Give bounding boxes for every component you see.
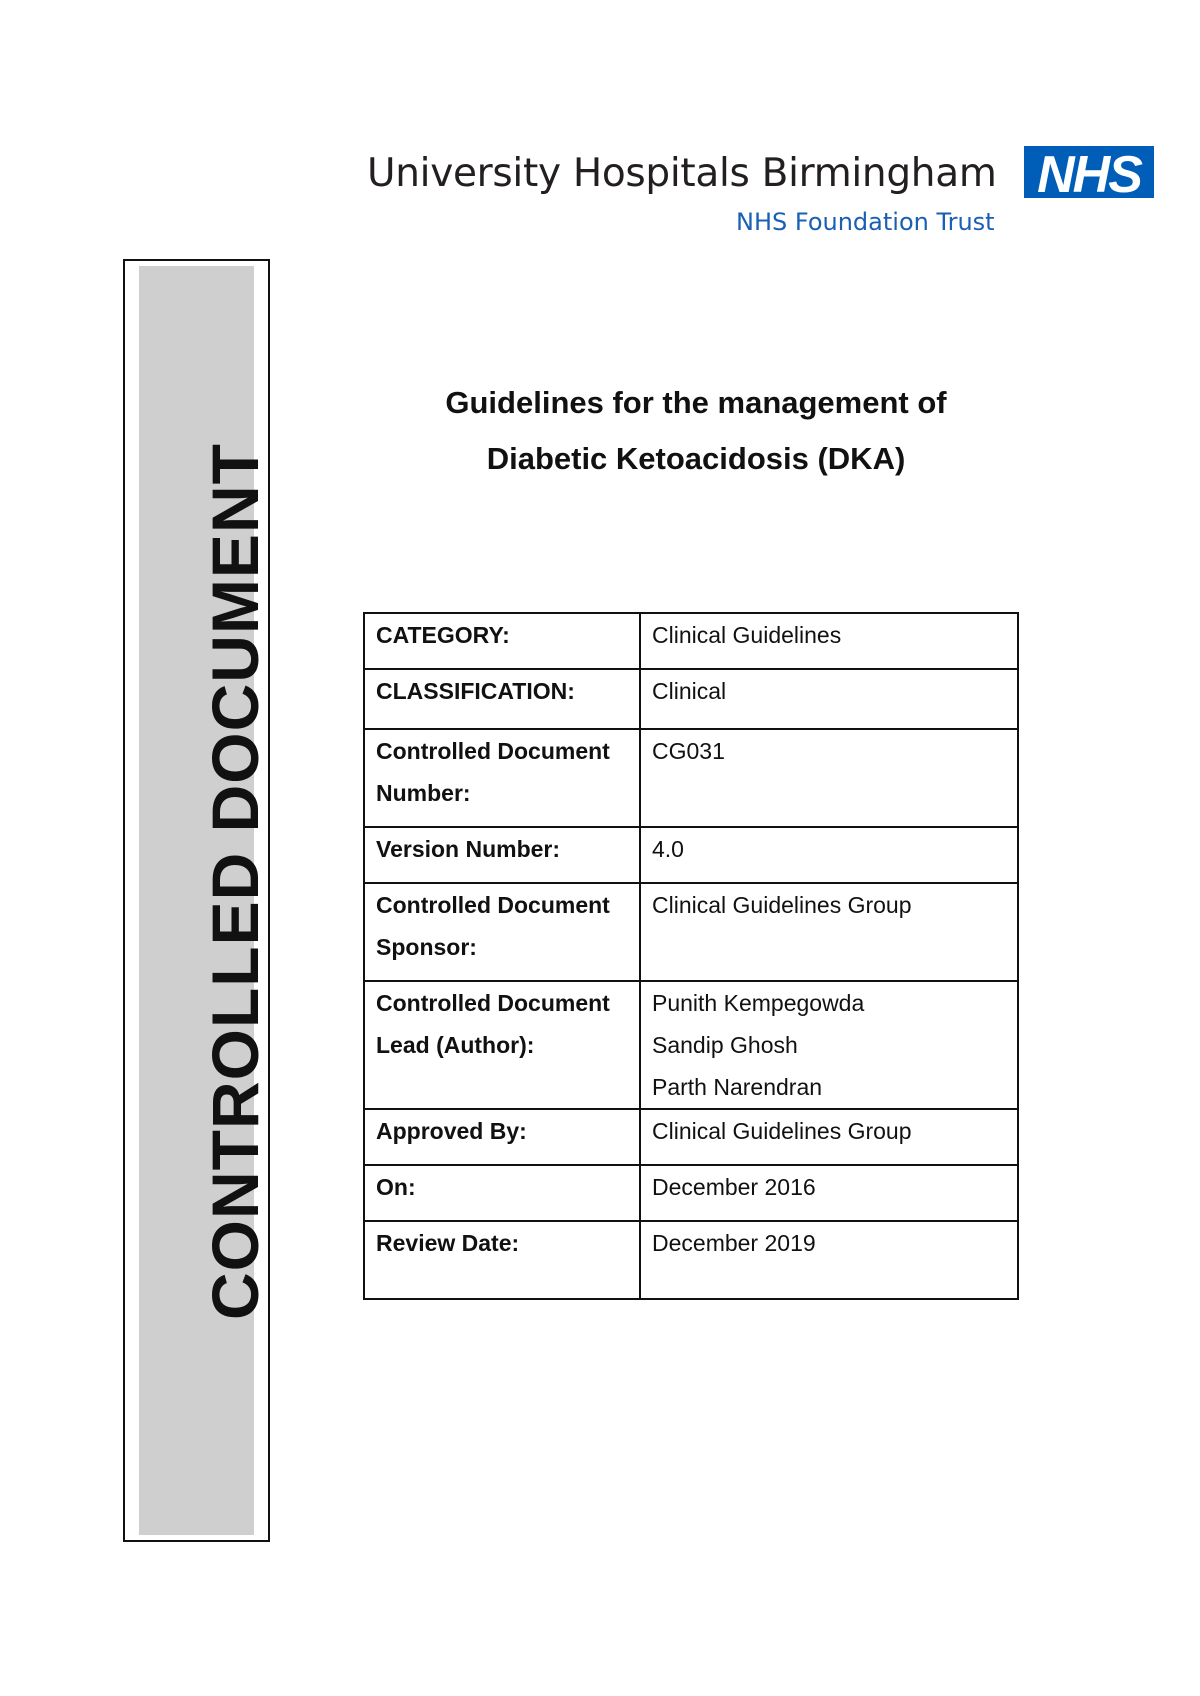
lead-author-label-line-1: Controlled Document (376, 990, 610, 1016)
controlled-document-label: CONTROLLED DOCUMENT (198, 443, 272, 1320)
document-number-label-line-2: Number: (376, 780, 471, 806)
table-row (364, 1221, 1018, 1299)
version-value: 4.0 (640, 827, 1018, 883)
classification-label: CLASSIFICATION: (364, 669, 640, 729)
document-number-label (364, 729, 640, 827)
table-row (364, 981, 1018, 1109)
document-title-line-2: Diabetic Ketoacidosis (DKA) (486, 441, 906, 476)
approved-by-label: Approved By: (364, 1109, 640, 1165)
trust-name: NHS Foundation Trust (736, 208, 995, 236)
sponsor-value: Clinical Guidelines Group (640, 883, 1018, 981)
review-date-value: December 2019 (640, 1221, 1018, 1299)
document-number-value: CG031 (640, 729, 1018, 827)
document-number-label-line-1: Controlled Document (376, 738, 610, 764)
category-label: CATEGORY: (364, 613, 640, 669)
category-value: Clinical Guidelines (640, 613, 1018, 669)
lead-author-label (364, 981, 640, 1109)
author-name: Sandip Ghosh (652, 1032, 798, 1058)
table-row (364, 827, 1018, 883)
review-date-label: Review Date: (364, 1221, 640, 1299)
table-row (364, 613, 1018, 669)
table-row (364, 883, 1018, 981)
approved-by-value: Clinical Guidelines Group (640, 1109, 1018, 1165)
table-row (364, 1165, 1018, 1221)
sponsor-label-line-2: Sponsor: (376, 934, 477, 960)
sponsor-label-line-1: Controlled Document (376, 892, 610, 918)
document-metadata-table (363, 612, 1019, 1300)
author-name: Parth Narendran (652, 1074, 823, 1100)
table-row (364, 669, 1018, 729)
table-row (364, 729, 1018, 827)
organisation-name: University Hospitals Birmingham (367, 151, 997, 196)
approved-on-value: December 2016 (640, 1165, 1018, 1221)
classification-value: Clinical (640, 669, 1018, 729)
sponsor-label (364, 883, 640, 981)
author-name: Punith Kempegowda (652, 990, 865, 1016)
table-row (364, 1109, 1018, 1165)
nhs-logo-text: NHS (1037, 146, 1141, 204)
lead-author-value (640, 981, 1018, 1109)
lead-author-label-line-2: Lead (Author): (376, 1032, 535, 1058)
approved-on-label: On: (364, 1165, 640, 1221)
header-branding (360, 146, 1162, 246)
version-label: Version Number: (364, 827, 640, 883)
nhs-logo (1024, 146, 1154, 204)
document-title-line-1: Guidelines for the management of (445, 385, 947, 420)
